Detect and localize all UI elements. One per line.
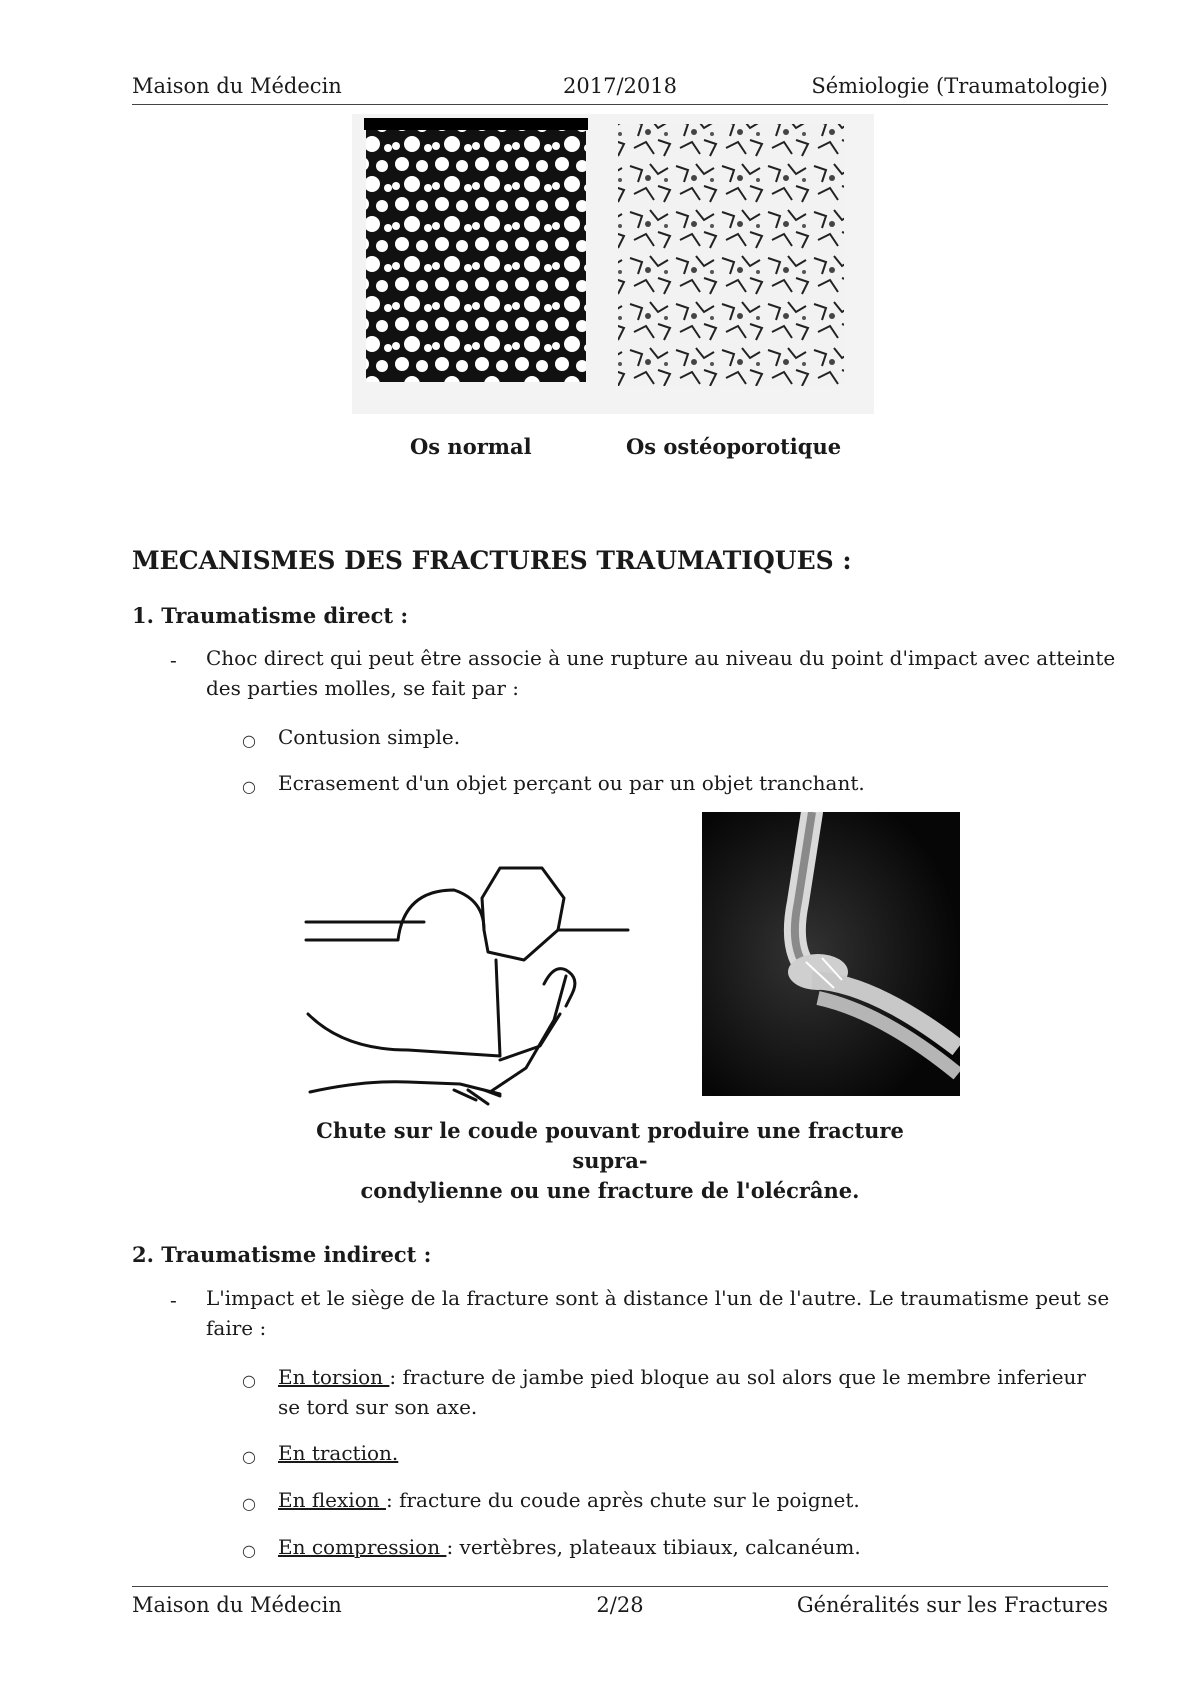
footer-left: Maison du Médecin: [132, 1593, 342, 1617]
term-traction: En traction.: [278, 1441, 399, 1465]
bone-comparison-image: [352, 114, 874, 414]
bullet-item: Contusion simple.: [278, 725, 461, 749]
item-compression: [278, 1532, 861, 1562]
caption-line2: condylienne ou une fracture de l'olécrâne.: [360, 1178, 860, 1203]
section-title: MECANISMES DES FRACTURES TRAUMATIQUES :: [132, 546, 852, 575]
item-traction: [278, 1438, 398, 1468]
item-torsion: [278, 1362, 1108, 1422]
heading-indirect-trauma: 2. Traumatisme indirect :: [132, 1242, 432, 1267]
page-footer: [132, 1586, 1108, 1627]
elbow-fall-illustration: [304, 860, 634, 1110]
indirect-trauma-text: [206, 1283, 1116, 1343]
flexion-desc: : fracture du coude après chute sur le poignet.: [385, 1488, 860, 1512]
label-osteoporotic-bone: Os ostéoporotique: [626, 434, 842, 459]
term-compression: En compression: [278, 1535, 447, 1559]
page-number: 2/28: [596, 1593, 644, 1617]
dash-marker: -: [170, 648, 177, 672]
bullet-circle: ○: [242, 1371, 256, 1390]
indirect-trauma-line2: faire :: [206, 1316, 267, 1340]
header-left: Maison du Médecin: [132, 74, 342, 98]
term-flexion: En flexion: [278, 1488, 386, 1512]
torsion-desc-line2: se tord sur son axe.: [278, 1395, 478, 1419]
heading-direct-trauma: 1. Traumatisme direct :: [132, 603, 409, 628]
footer-right: Généralités sur les Fractures: [796, 1593, 1108, 1617]
header-right: Sémiologie (Traumatologie): [811, 74, 1108, 98]
header-year: 2017/2018: [563, 74, 677, 98]
compression-desc: : vertèbres, plateaux tibiaux, calcanéum.: [446, 1535, 861, 1559]
indirect-trauma-line1: L'impact et le siège de la fracture sont à distance l'un de l'autre. Le traumatisme peut se: [206, 1286, 1110, 1310]
bullet-circle: ○: [242, 731, 256, 750]
label-normal-bone: Os normal: [410, 434, 532, 459]
direct-trauma-line2: des parties molles, se fait par :: [206, 676, 520, 700]
page-header: [132, 74, 1108, 105]
bullet-circle: ○: [242, 777, 256, 796]
bullet-item: Ecrasement d'un objet perçant ou par un objet tranchant.: [278, 771, 865, 795]
dash-marker: -: [170, 1288, 177, 1312]
term-torsion: En torsion: [278, 1365, 390, 1389]
direct-trauma-line1: Choc direct qui peut être associe à une rupture au niveau du point d'impact avec atteinte: [206, 646, 1116, 670]
torsion-desc: : fracture de jambe pied bloque au sol alors que le membre inferieur: [389, 1365, 1086, 1389]
bullet-circle: ○: [242, 1541, 256, 1560]
figure2-caption: [280, 1116, 940, 1206]
bullet-circle: ○: [242, 1494, 256, 1513]
caption-line1: Chute sur le coude pouvant produire une fracture supra-: [316, 1118, 904, 1173]
item-flexion: [278, 1485, 860, 1515]
bullet-circle: ○: [242, 1447, 256, 1466]
direct-trauma-text: [206, 643, 1116, 703]
elbow-xray-image: [702, 812, 960, 1096]
